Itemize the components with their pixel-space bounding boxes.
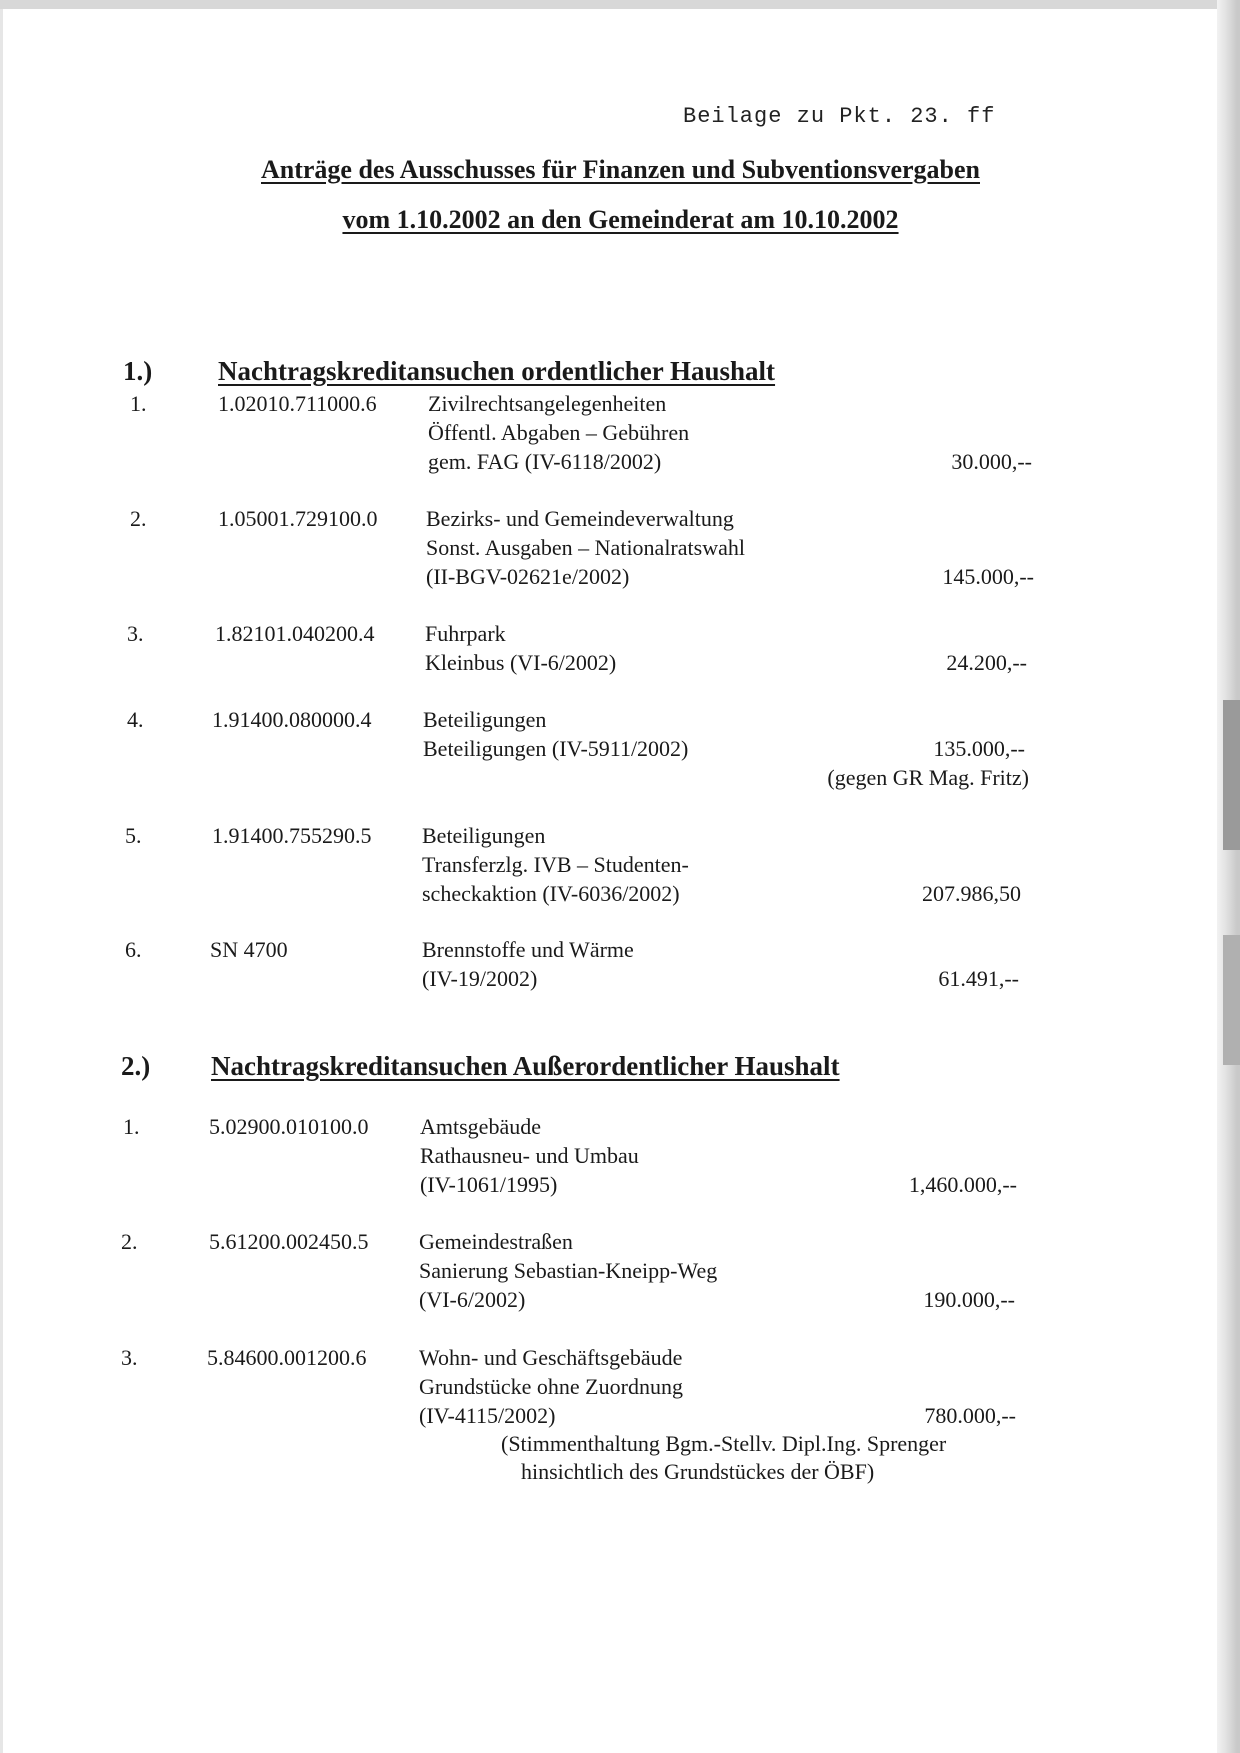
description-line: Gemeindestraßen xyxy=(419,1229,573,1254)
item-amount: 780.000,-- xyxy=(924,1403,1016,1428)
description-line: Fuhrpark xyxy=(425,621,506,646)
item-description xyxy=(420,1112,639,1199)
item-amount: 207.986,50 xyxy=(922,881,1021,906)
item-amount: 30.000,-- xyxy=(951,449,1032,474)
list-item xyxy=(130,389,1030,479)
description-line: Amtsgebäude xyxy=(420,1114,541,1139)
item-amount: 24.200,-- xyxy=(946,650,1027,675)
description-line: Öffentl. Abgaben – Gebühren xyxy=(428,420,690,445)
description-line: (IV-19/2002) xyxy=(422,966,538,991)
item-description xyxy=(423,705,688,763)
item-description xyxy=(422,821,689,908)
description-line: scheckaktion (IV-6036/2002) xyxy=(422,881,680,906)
item-number: 2. xyxy=(130,506,147,531)
description-line: Grundstücke ohne Zuordnung xyxy=(419,1374,683,1399)
list-item xyxy=(127,705,1027,795)
description-line: gem. FAG (IV-6118/2002) xyxy=(428,449,662,474)
description-line: (IV-1061/1995) xyxy=(420,1172,558,1197)
item-number: 6. xyxy=(125,937,142,962)
budget-code: 1.91400.080000.4 xyxy=(212,707,372,732)
description-line: Kleinbus (VI-6/2002) xyxy=(425,650,617,675)
budget-code: 1.91400.755290.5 xyxy=(212,823,372,848)
section-number: 1.) xyxy=(123,356,153,386)
description-line: Brennstoffe und Wärme xyxy=(422,937,634,962)
description-line: Beteiligungen (IV-5911/2002) xyxy=(423,736,689,761)
item-amount: 145.000,-- xyxy=(942,564,1034,589)
budget-code: SN 4700 xyxy=(210,937,288,962)
description-line: (II-BGV-02621e/2002) xyxy=(426,564,630,589)
scan-shadow xyxy=(1223,700,1240,850)
description-line: Rathausneu- und Umbau xyxy=(420,1143,639,1168)
item-number: 3. xyxy=(121,1345,138,1370)
budget-code: 5.61200.002450.5 xyxy=(209,1229,369,1254)
vote-note: (gegen GR Mag. Fritz) xyxy=(827,765,1029,790)
description-line: Sanierung Sebastian-Kneipp-Weg xyxy=(419,1258,718,1283)
section-heading xyxy=(123,356,1123,390)
list-item xyxy=(121,1227,1021,1317)
list-item xyxy=(121,1343,1021,1493)
vote-note: (Stimmenthaltung Bgm.-Stellv. Dipl.Ing. Sprenger xyxy=(501,1431,947,1456)
item-description xyxy=(425,619,616,677)
budget-code: 1.82101.040200.4 xyxy=(215,621,375,646)
description-line: Wohn- und Geschäftsgebäude xyxy=(419,1345,683,1370)
document-subtitle: vom 1.10.2002 an den Gemeinderat am 10.10.2002 xyxy=(342,205,899,234)
item-number: 1. xyxy=(130,391,147,416)
document-title: Anträge des Ausschusses für Finanzen und Subventionsvergaben xyxy=(261,155,980,184)
item-description xyxy=(419,1227,717,1314)
item-description xyxy=(422,935,634,993)
item-number: 5. xyxy=(125,823,142,848)
description-line: Sonst. Ausgaben – Nationalratswahl xyxy=(426,535,745,560)
list-item xyxy=(123,1112,1023,1202)
section-title: Nachtragskreditansuchen Außerordentlicher Haushalt xyxy=(211,1051,840,1081)
description-line: Beteiligungen xyxy=(423,707,547,732)
list-item xyxy=(125,821,1025,911)
budget-code: 5.84600.001200.6 xyxy=(207,1345,367,1370)
description-line: Beteiligungen xyxy=(422,823,546,848)
section-number: 2.) xyxy=(121,1051,151,1081)
item-number: 3. xyxy=(127,621,144,646)
item-description xyxy=(426,504,745,591)
description-line: Transferzlg. IVB – Studenten- xyxy=(422,852,689,877)
item-amount: 135.000,-- xyxy=(933,736,1025,761)
item-amount: 1,460.000,-- xyxy=(908,1172,1017,1197)
attachment-reference: Beilage zu Pkt. 23. ff xyxy=(683,104,996,129)
description-line: (IV-4115/2002) xyxy=(419,1403,556,1428)
section-title: Nachtragskreditansuchen ordentlicher Haushalt xyxy=(218,356,776,386)
scan-shadow xyxy=(1223,935,1240,1065)
item-number: 2. xyxy=(121,1229,138,1254)
budget-code: 5.02900.010100.0 xyxy=(209,1114,369,1139)
item-number: 4. xyxy=(127,707,144,732)
item-amount: 61.491,-- xyxy=(938,966,1019,991)
list-item xyxy=(127,619,1027,679)
list-item xyxy=(130,504,1034,594)
section-heading xyxy=(121,1051,1121,1085)
item-amount: 190.000,-- xyxy=(923,1287,1015,1312)
description-line: Bezirks- und Gemeindeverwaltung xyxy=(426,506,734,531)
list-item xyxy=(125,935,1025,995)
description-line: (VI-6/2002) xyxy=(419,1287,526,1312)
scan-edge-right xyxy=(1217,0,1240,1753)
budget-code: 1.02010.711000.6 xyxy=(218,391,377,416)
item-number: 1. xyxy=(123,1114,140,1139)
description-line: Zivilrechtsangelegenheiten xyxy=(428,391,667,416)
item-description xyxy=(419,1343,683,1430)
budget-code: 1.05001.729100.0 xyxy=(218,506,378,531)
item-description xyxy=(428,389,689,476)
vote-note: hinsichtlich des Grundstückes der ÖBF) xyxy=(521,1459,875,1484)
